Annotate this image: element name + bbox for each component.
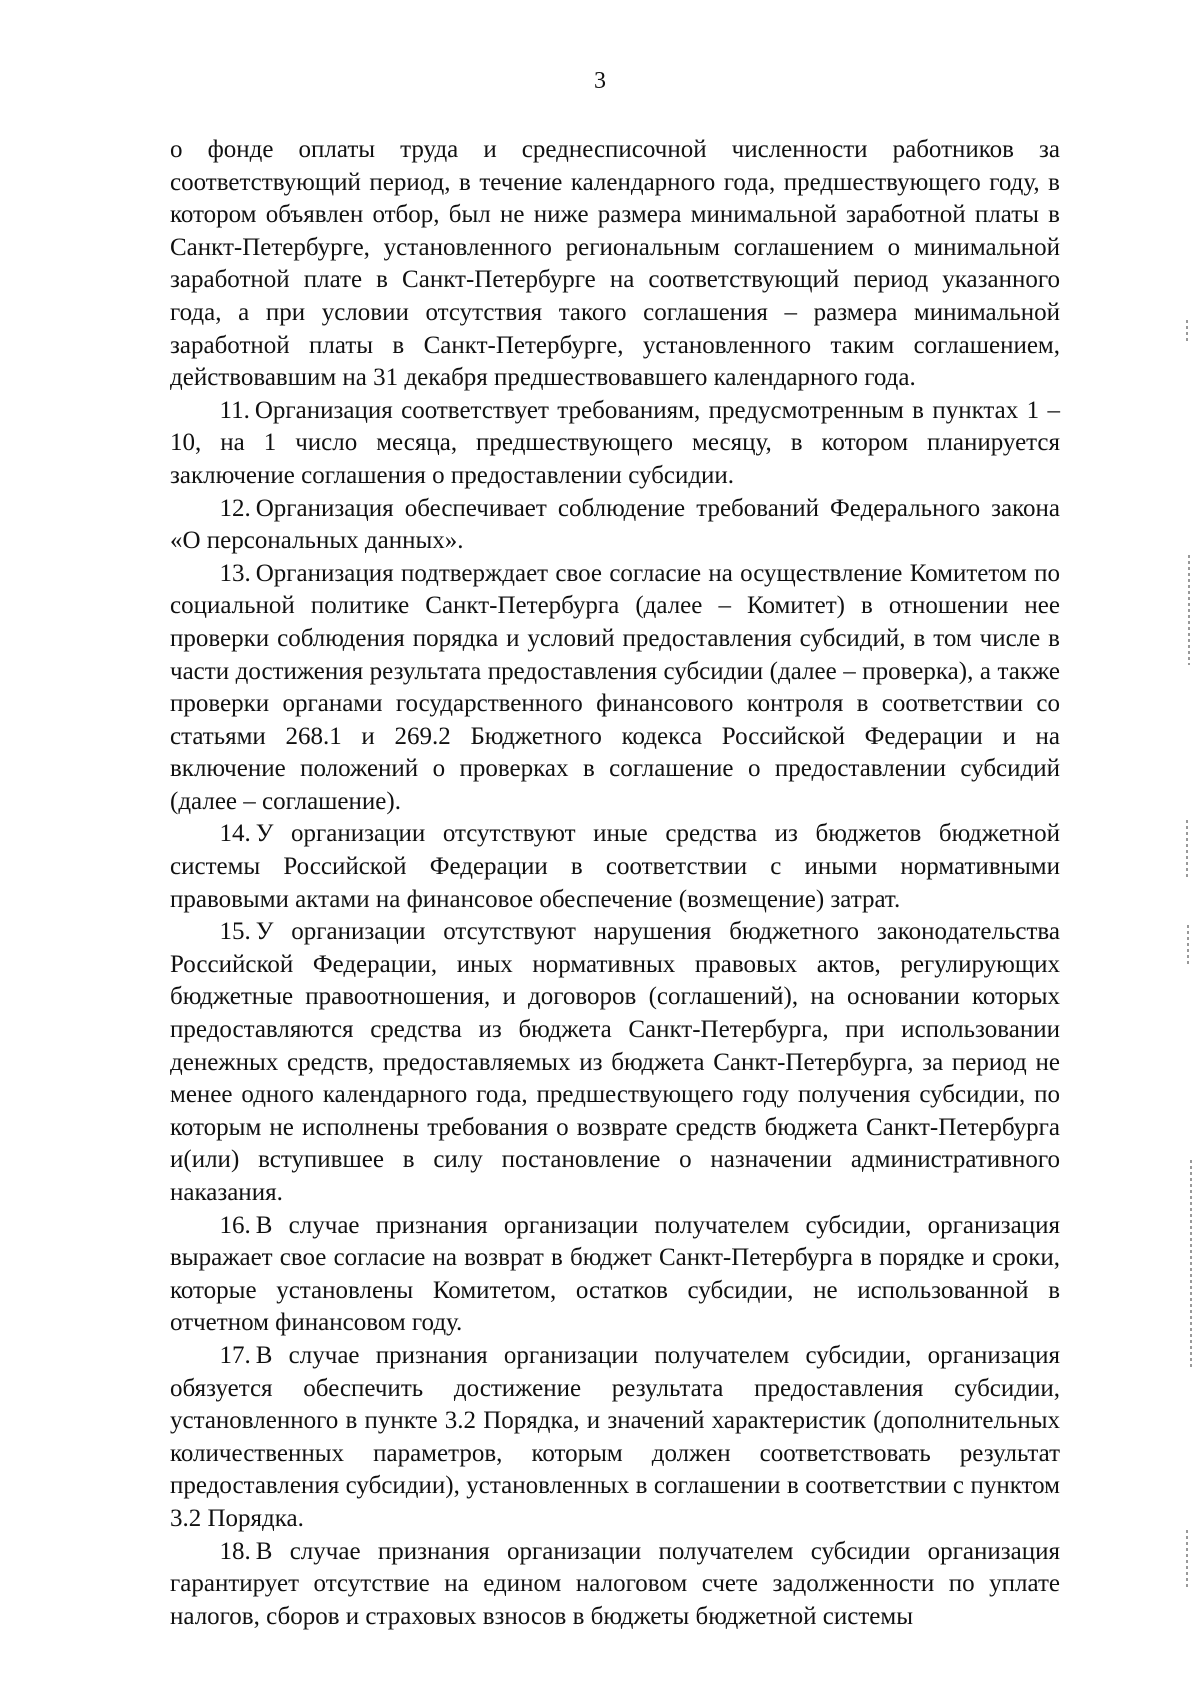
paragraph-11 bbox=[170, 395, 1060, 493]
scan-artifact bbox=[1186, 820, 1188, 880]
paragraph-number: 15. bbox=[219, 918, 251, 946]
scan-artifact bbox=[1190, 1160, 1192, 1370]
scan-artifact bbox=[1188, 555, 1190, 665]
paragraph-12 bbox=[170, 493, 1060, 558]
document-body bbox=[170, 134, 1060, 1633]
paragraph-text: В случае признания организации получателем субсидии, организация выражает свое согласие на возврат в бюджет Санкт-Петербурга в порядке и сроки, которые установлены Комитетом, остатков субсидии, не использованной в отчетном финансовом году. bbox=[170, 1211, 1060, 1337]
paragraph-text: Организация обеспечивает соблюдение требований Федерального закона «О персональных данных». bbox=[170, 494, 1060, 555]
paragraph-text: У организации отсутствуют нарушения бюджетного законодательства Российской Федерации, иных нормативных правовых актов, регулирующих бюджетные правоотношения, и договоров (соглашений), на основании которых предоставляются средства из бюджета Санкт-Петербурга, при использовании денежных средств, предоставляемых из бюджета Санкт-Петербурга, за период не менее одного календарного года, предшествующего году получения субсидии, по которым не исполнены требования о возврате средств бюджета Санкт-Петербурга и(или) вступившее в силу постановление о назначении административного наказания. bbox=[170, 918, 1060, 1206]
paragraph-text: Организация соответствует требованиям, предусмотренным в пунктах 1 – 10, на 1 число месяца, предшествующего месяцу, в котором планируется заключение соглашения о предоставлении субсидии. bbox=[170, 396, 1060, 489]
paragraph-text: У организации отсутствуют иные средства из бюджетов бюджетной системы Российской Федерации в соответствии с иными нормативными правовыми актами на финансовое обеспечение (возмещение) затрат. bbox=[170, 820, 1060, 913]
paragraph-number: 11. bbox=[219, 396, 250, 424]
paragraph-text: о фонде оплаты труда и среднесписочной численности работников за соответствующий период, в течение календарного года, предшествующего году, в котором объявлен отбор, был не ниже размера минимальной заработной платы в Санкт-Петербурге, установленного региональным соглашением о минимальной заработной плате в Санкт-Петербурге на соответствующий период указанного года, а при условии отсутствия такого соглашения – размера минимальной заработной платы в Санкт-Петербурге, установленного таким соглашением, действовавшим на 31 декабря предшествовавшего календарного года. bbox=[170, 136, 1060, 392]
paragraph-number: 17. bbox=[219, 1341, 251, 1369]
paragraph-14 bbox=[170, 818, 1060, 916]
paragraph-number: 18. bbox=[219, 1537, 251, 1565]
scan-artifact bbox=[1186, 1530, 1188, 1590]
paragraph-number: 12. bbox=[219, 494, 251, 522]
paragraph-18 bbox=[170, 1536, 1060, 1634]
scan-artifact bbox=[1187, 925, 1189, 965]
paragraph-number: 14. bbox=[219, 820, 251, 848]
paragraph-text: В случае признания организации получателем субсидии, организация обязуется обеспечить достижение результата предоставления субсидии, установленного в пункте 3.2 Порядка, и значений характеристик (дополнительных количественных параметров, которым должен соответствовать результат предоставления субсидии), установленных в соглашении в соответствии с пунктом 3.2 Порядка. bbox=[170, 1341, 1060, 1532]
paragraph-number: 13. bbox=[219, 559, 251, 587]
paragraph-17 bbox=[170, 1340, 1060, 1536]
paragraph-text: В случае признания организации получателем субсидии организация гарантирует отсутствие на едином налоговом счете задолженности по уплате налогов, сборов и страховых взносов в бюджеты бюджетной системы bbox=[170, 1537, 1060, 1630]
paragraph-13 bbox=[170, 558, 1060, 819]
paragraph-text: Организация подтверждает свое согласие на осуществление Комитетом по социальной политике Санкт-Петербурга (далее – Комитет) в отношении нее проверки соблюдения порядка и условий предоставления субсидий, в том числе в части достижения результата предоставления субсидии (далее – проверка), а также проверки органами государственного финансового контроля в соответствии со статьями 268.1 и 269.2 Бюджетного кодекса Российской Федерации и на включение положений о проверках в соглашение о предоставлении субсидий (далее – соглашение). bbox=[170, 559, 1060, 815]
page-number: 3 bbox=[594, 68, 606, 94]
scan-artifact bbox=[1186, 320, 1188, 344]
paragraph-15 bbox=[170, 916, 1060, 1209]
paragraph-16 bbox=[170, 1210, 1060, 1340]
paragraph-continuation bbox=[170, 134, 1060, 395]
paragraph-number: 16. bbox=[219, 1211, 251, 1239]
